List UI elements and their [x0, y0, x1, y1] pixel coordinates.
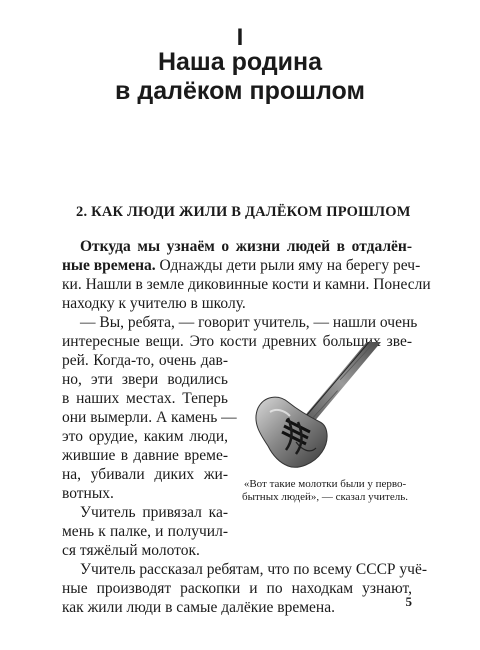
text-line: Учитель привязал ка-	[80, 504, 228, 521]
text-line: как жили люди в самые далёкие времена.	[62, 599, 335, 616]
text-line: это орудие, каким люди,	[62, 428, 228, 445]
stone-hammer-icon	[236, 342, 410, 478]
stone-hammer-illustration	[236, 342, 410, 478]
caption-line: бытных людей», — сказал учитель.	[242, 491, 408, 503]
text-line: Откуда мы узнаём о жизни людей в отдалён-	[80, 238, 412, 255]
bold-lead: ные времена.	[62, 257, 156, 274]
text-line: находку к учителю в школу.	[62, 295, 246, 312]
page-number: 5	[405, 594, 412, 609]
text-line: ся тяжёлый молоток.	[62, 542, 200, 559]
text-line: интересные вещи. Это кости древних больших зве-	[62, 333, 412, 350]
text-line: рей. Когда-то, очень дав-	[62, 352, 228, 369]
text-line: — Вы, ребята, — говорит учитель, — нашли очень	[80, 314, 418, 331]
text-line: ные производят раскопки и по находкам узнают,	[62, 580, 412, 597]
text-line: вотных.	[62, 485, 114, 502]
chapter-title-line: Наша родина	[157, 48, 323, 76]
chapter-title-line: в далёком прошлом	[115, 77, 365, 105]
chapter-title	[0, 48, 480, 106]
text-line	[62, 256, 421, 275]
text-line: на, убивали диких жи-	[62, 466, 228, 483]
text-line: мень к палке, и получил-	[62, 523, 228, 540]
chapter-number: I	[236, 24, 244, 51]
caption-line: «Вот такие молотки были у перво-	[243, 478, 407, 490]
text-line: ки. Нашли в земле диковинные кости и камни. Понесли	[62, 276, 431, 293]
text-line: жившие в давние време-	[62, 447, 228, 464]
text-line: в наших местах. Теперь	[62, 390, 228, 407]
text-line: но, эти звери водились	[62, 371, 228, 388]
text-line: они вымерли. А камень —	[62, 409, 237, 426]
text-line: Учитель рассказал ребятам, что по всему СССР учё-	[80, 561, 427, 578]
section-heading: 2. КАК ЛЮДИ ЖИЛИ В ДАЛЁКОМ ПРОШЛОМ	[76, 204, 411, 220]
text-run: Однажды дети рыли яму на берегу реч-	[155, 257, 421, 274]
figure-caption	[232, 478, 418, 504]
